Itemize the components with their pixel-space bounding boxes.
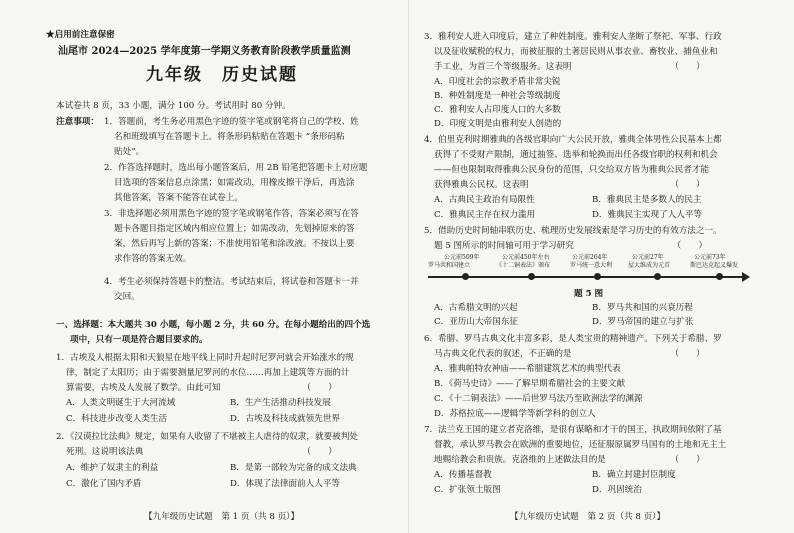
exam-intro: 本试卷共 8 页，33 小题，满分 100 分。考试用时 80 分钟。 (56, 101, 291, 111)
left-page (46, 0, 396, 533)
timeline-event: 罗马统一意大利 (570, 262, 613, 269)
question-7-line: 督教，承认罗马教会在欧洲的重要地位，还征服原属罗马国有的土地和无主土 (434, 440, 727, 450)
option-b[interactable]: B．《荷马史诗》——了解早期希腊社会的主要文献 (434, 379, 626, 389)
question-4-line: 4．伯里克利时期雅典的各级官职向广大公民开放，雅典全体男性公民基本上都 (424, 135, 722, 145)
timeline-year: 公元前509年 (444, 254, 480, 261)
option-b[interactable]: B．是第一部较为完备的成文法典 (230, 463, 357, 473)
option-b[interactable]: B．种姓制度是一种社会等级制度 (434, 91, 561, 101)
page-footer: 【九年级历史试题 第 1 页（共 8 页）】 (144, 512, 300, 522)
question-1-line: 律，制定了太阳历；由于需要测量尼罗河的水位……再加上建筑等方面的计 (66, 368, 350, 378)
section-heading: 一、选择题：本大题共 30 小题，每小题 2 分，共 60 分。在每小题给出的四个选 (56, 320, 371, 330)
option-c[interactable]: C．雅典民主存在权力滥用 (434, 210, 536, 220)
question-3-line: 3．雅利安人进入印度后，建立了种姓制度。雅利安人垄断了祭祀、军事、行政 (424, 32, 722, 42)
timeline-event: 斯巴达克起义爆发 (690, 262, 739, 269)
option-a[interactable]: A．古典民主政治有局限性 (434, 195, 535, 205)
timeline-arrow-icon (742, 272, 750, 282)
question-2-line: 2．《汉谟拉比法典》规定，如果有人收留了不堪被主人虐待的奴隶，就要被判处 (56, 432, 358, 442)
timeline-year: 公元前27年 (632, 254, 664, 261)
option-b[interactable]: B．生产生活推动科技发展 (230, 398, 331, 408)
timeline-year: 公元前73年 (694, 254, 726, 261)
question-3-line: 以及征收赋税的权力，而被征服的土著居民则从事农业、畜牧业、捕鱼业和 (434, 47, 718, 57)
note-line: 1．答题前，考生务必用黑色字迹的签字笔或钢笔将自己的学校、姓 (104, 117, 359, 127)
timeline-dot (528, 273, 535, 280)
note-line: 题卡各题目指定区域内相应位置上；如需改动，先划掉原来的答 (114, 224, 355, 234)
note-line: 目选项的答案信息点涂黑；如需改动，用橡皮擦干净后，再选涂 (114, 178, 355, 188)
option-c[interactable]: C．激化了国内矛盾 (66, 479, 142, 489)
option-a[interactable]: A．人类文明诞生于大河流域 (66, 398, 176, 408)
note-line: 4．考生必须保持答题卡的整洁。考试结束后，将试卷和答题卡一并 (104, 277, 359, 287)
timeline-year: 公元前264年 (572, 254, 608, 261)
option-d[interactable]: D．巩固统治 (592, 485, 642, 495)
timeline-axis (428, 270, 746, 290)
right-page (424, 0, 764, 533)
question-1-line: 1．古埃及人根据太阳和天狼星在地平线上同时升起时尼罗河就会开始涨水的规 (56, 353, 354, 363)
question-4-line: 获得雅典公民权。这表明 （ ） (434, 180, 705, 190)
note-line: 2．作答选择题时，选出每小题答案后，用 2B 铅笔把答题卡上对应题 (104, 163, 368, 173)
note-line: 案，然后再写上新的答案；不准使用铅笔和涂改液。不按以上要 (114, 239, 355, 249)
note-line: 其他答案，答案不能答在试卷上。 (114, 193, 243, 203)
option-d[interactable]: D．罗马帝国的建立与扩张 (592, 317, 694, 327)
note-line: 贴处”。 (114, 147, 145, 157)
option-c[interactable]: C．扩张领土版图 (434, 485, 501, 495)
question-7-line: 7．法兰克王国的建立者克洛维，是很有谋略和才干的国王，执政期间依附了基 (424, 425, 722, 435)
question-2-line: 死刑。这说明该法典 （ ） (66, 447, 337, 457)
timeline-dot (654, 273, 661, 280)
option-d[interactable]: D．体现了法律面前人人平等 (230, 479, 341, 489)
confidential-mark: ★启用前注意保密 (46, 30, 115, 40)
option-b[interactable]: B．罗马共和国的兴衰历程 (592, 303, 693, 313)
timeline-event: 屋大维成为元首 (628, 262, 671, 269)
option-d[interactable]: D．印度文明是由雅利安人创造的 (434, 119, 562, 129)
page-divider (408, 0, 409, 533)
notes-label: 注意事项： (56, 117, 99, 127)
timeline-event: 《十二铜表法》颁布 (496, 262, 551, 269)
option-a[interactable]: A．维护了奴隶主的利益 (66, 463, 159, 473)
option-c[interactable]: C．科技进步改变人类生活 (66, 414, 168, 424)
exam-header: 汕尾市 2024—2025 学年度第一学期义务教育阶段教学质量监测 (58, 46, 351, 57)
timeline-dot (716, 273, 723, 280)
option-d[interactable]: D．古埃及科技成就领先世界 (230, 414, 341, 424)
figure-label: 题 5 图 (574, 289, 604, 299)
question-7-line: 地赐给教会和贵族。克洛维的上述做法目的是 （ ） (434, 455, 705, 465)
option-b[interactable]: B．雅典民主是多数人的民主 (592, 195, 702, 205)
page-footer: 【九年级历史试题 第 2 页（共 8 页）】 (510, 512, 666, 522)
option-a[interactable]: A．雅典帕特农神庙——希腊建筑艺术的典型代表 (434, 364, 621, 374)
question-5-line: 题 5 图所示的时间轴可用于学习研究 （ ） (434, 241, 708, 251)
timeline-event: 罗马共和国建立 (428, 262, 471, 269)
question-4-line: ——但也限制取得雅典公民身份的范围，只交给双方皆为雅典公民者才能 (434, 165, 710, 175)
question-6-line: 马古典文化代表的叙述，不正确的是 （ ） (434, 349, 705, 359)
note-line: 3．非选择题必须用黑色字迹的签字笔或钢笔作答，答案必须写在答 (104, 209, 359, 219)
note-line: 名和班级填写在答题卡上。将条形码粘贴在答题卡 “条形码粘 (114, 132, 345, 142)
question-5-line: 5．借助历史时间轴串联历史、梳理历史发展线索是学习历史的有效方法之一。 (424, 226, 722, 236)
question-3-line: 手工业，为首三个等级服务。这表明 （ ） (434, 62, 705, 72)
option-c[interactable]: C．《十二铜表法》——后世罗马法乃至欧洲法学的渊源 (434, 394, 643, 404)
option-c[interactable]: C．雅利安人占印度人口的大多数 (434, 105, 561, 115)
option-a[interactable]: A．古希腊文明的兴起 (434, 303, 518, 313)
note-line: 交回。 (114, 292, 140, 302)
option-d[interactable]: D．雅典民主实现了人人平等 (592, 210, 703, 220)
option-a[interactable]: A．印度社会的宗教矛盾非常尖锐 (434, 77, 561, 87)
timeline-dot (462, 273, 469, 280)
timeline-dot (594, 273, 601, 280)
option-d[interactable]: D．苏格拉底——逻辑学等新学科的创立人 (434, 409, 596, 419)
timeline-year: 公元前450年左右 (502, 254, 550, 261)
page-title: 九年级 历史试题 (146, 65, 298, 85)
option-a[interactable]: A．传播基督教 (434, 470, 492, 480)
question-4-line: 获得了不受财产限制，通过抽签、选举和轮换而出任各级官职的权利和机会 (434, 150, 718, 160)
note-line: 求作答的答案无效。 (114, 254, 192, 264)
question-6-line: 6．希腊、罗马古典文化丰富多彩，是人类宝贵的精神遗产。下列关于希腊、罗 (424, 334, 722, 344)
option-b[interactable]: B．确立封建封臣制度 (592, 470, 676, 480)
option-c[interactable]: C．亚历山大帝国东征 (434, 317, 518, 327)
question-1-line: 算需要，古埃及人发展了数学。由此可知 （ ） (66, 383, 337, 393)
timeline-line (428, 276, 746, 278)
section-heading: 项中，只有一项是符合题目要求的。 (70, 335, 208, 345)
